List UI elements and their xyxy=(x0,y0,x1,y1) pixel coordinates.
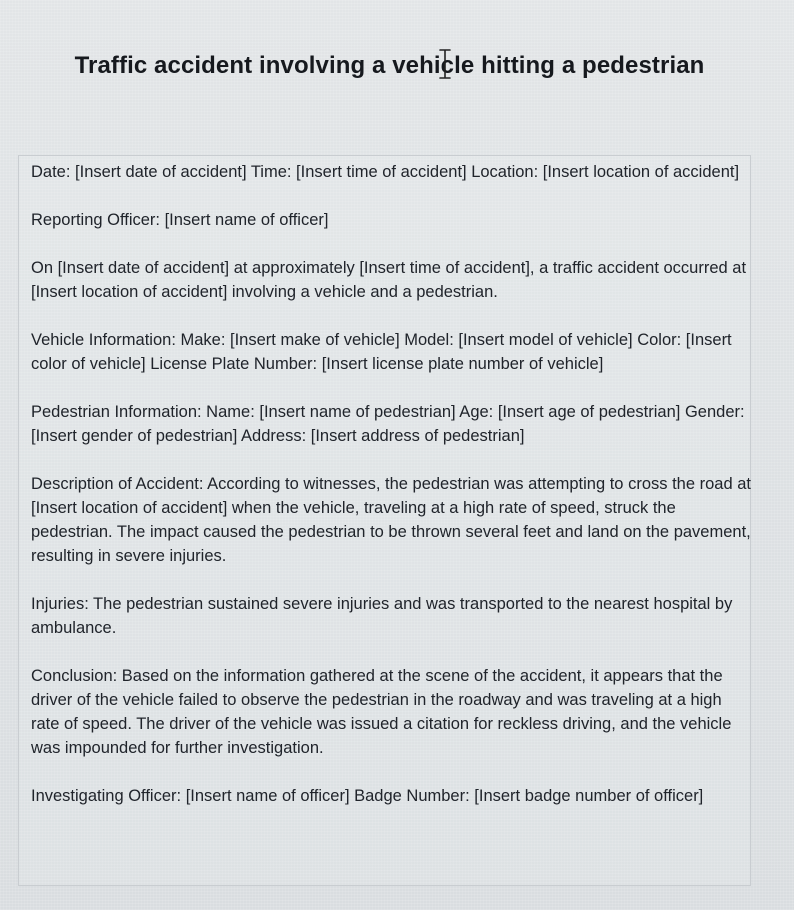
document-body xyxy=(31,160,751,808)
document-title: Traffic accident involving a vehicle hitting a pedestrian xyxy=(74,52,705,79)
reporting-officer-paragraph: Reporting Officer: [Insert name of officer] xyxy=(31,211,329,229)
injuries-paragraph: Injuries: The pedestrian sustained severe injuries and was transported to the nearest hospital by ambulance. xyxy=(31,595,733,637)
vehicle-information-paragraph: Vehicle Information: Make: [Insert make of vehicle] Model: [Insert model of vehicle] Color: [Insert color of vehicle] License Plate Number: [Insert license plate number of vehicle] xyxy=(31,331,732,373)
date-time-location-paragraph: Date: [Insert date of accident] Time: [Insert time of accident] Location: [Insert location of accident] xyxy=(31,163,740,181)
accident-description-paragraph: Description of Accident: According to witnesses, the pedestrian was attempting to cross the road at [Insert location of accident] when the vehicle, traveling at a high rate of speed, struck the pedestrian. The impact caused the pedestrian to be thrown several feet and land on the pavement, resulting in severe injuries. xyxy=(31,475,751,565)
text-cursor-icon xyxy=(438,48,452,80)
pedestrian-information-paragraph: Pedestrian Information: Name: [Insert name of pedestrian] Age: [Insert age of pedestrian] Gender: [Insert gender of pedestrian] Address: [Insert address of pedestrian] xyxy=(31,403,745,445)
accident-summary-paragraph: On [Insert date of accident] at approximately [Insert time of accident], a traffic accident occurred at [Insert location of accident] involving a vehicle and a pedestrian. xyxy=(31,259,747,301)
conclusion-paragraph: Conclusion: Based on the information gathered at the scene of the accident, it appears that the driver of the vehicle failed to observe the pedestrian in the roadway and was traveling at a high rate of speed. The driver of the vehicle was issued a citation for reckless driving, and the vehicle was impounded for further investigation. xyxy=(31,667,732,757)
investigating-officer-paragraph: Investigating Officer: [Insert name of officer] Badge Number: [Insert badge number of officer] xyxy=(31,787,704,805)
